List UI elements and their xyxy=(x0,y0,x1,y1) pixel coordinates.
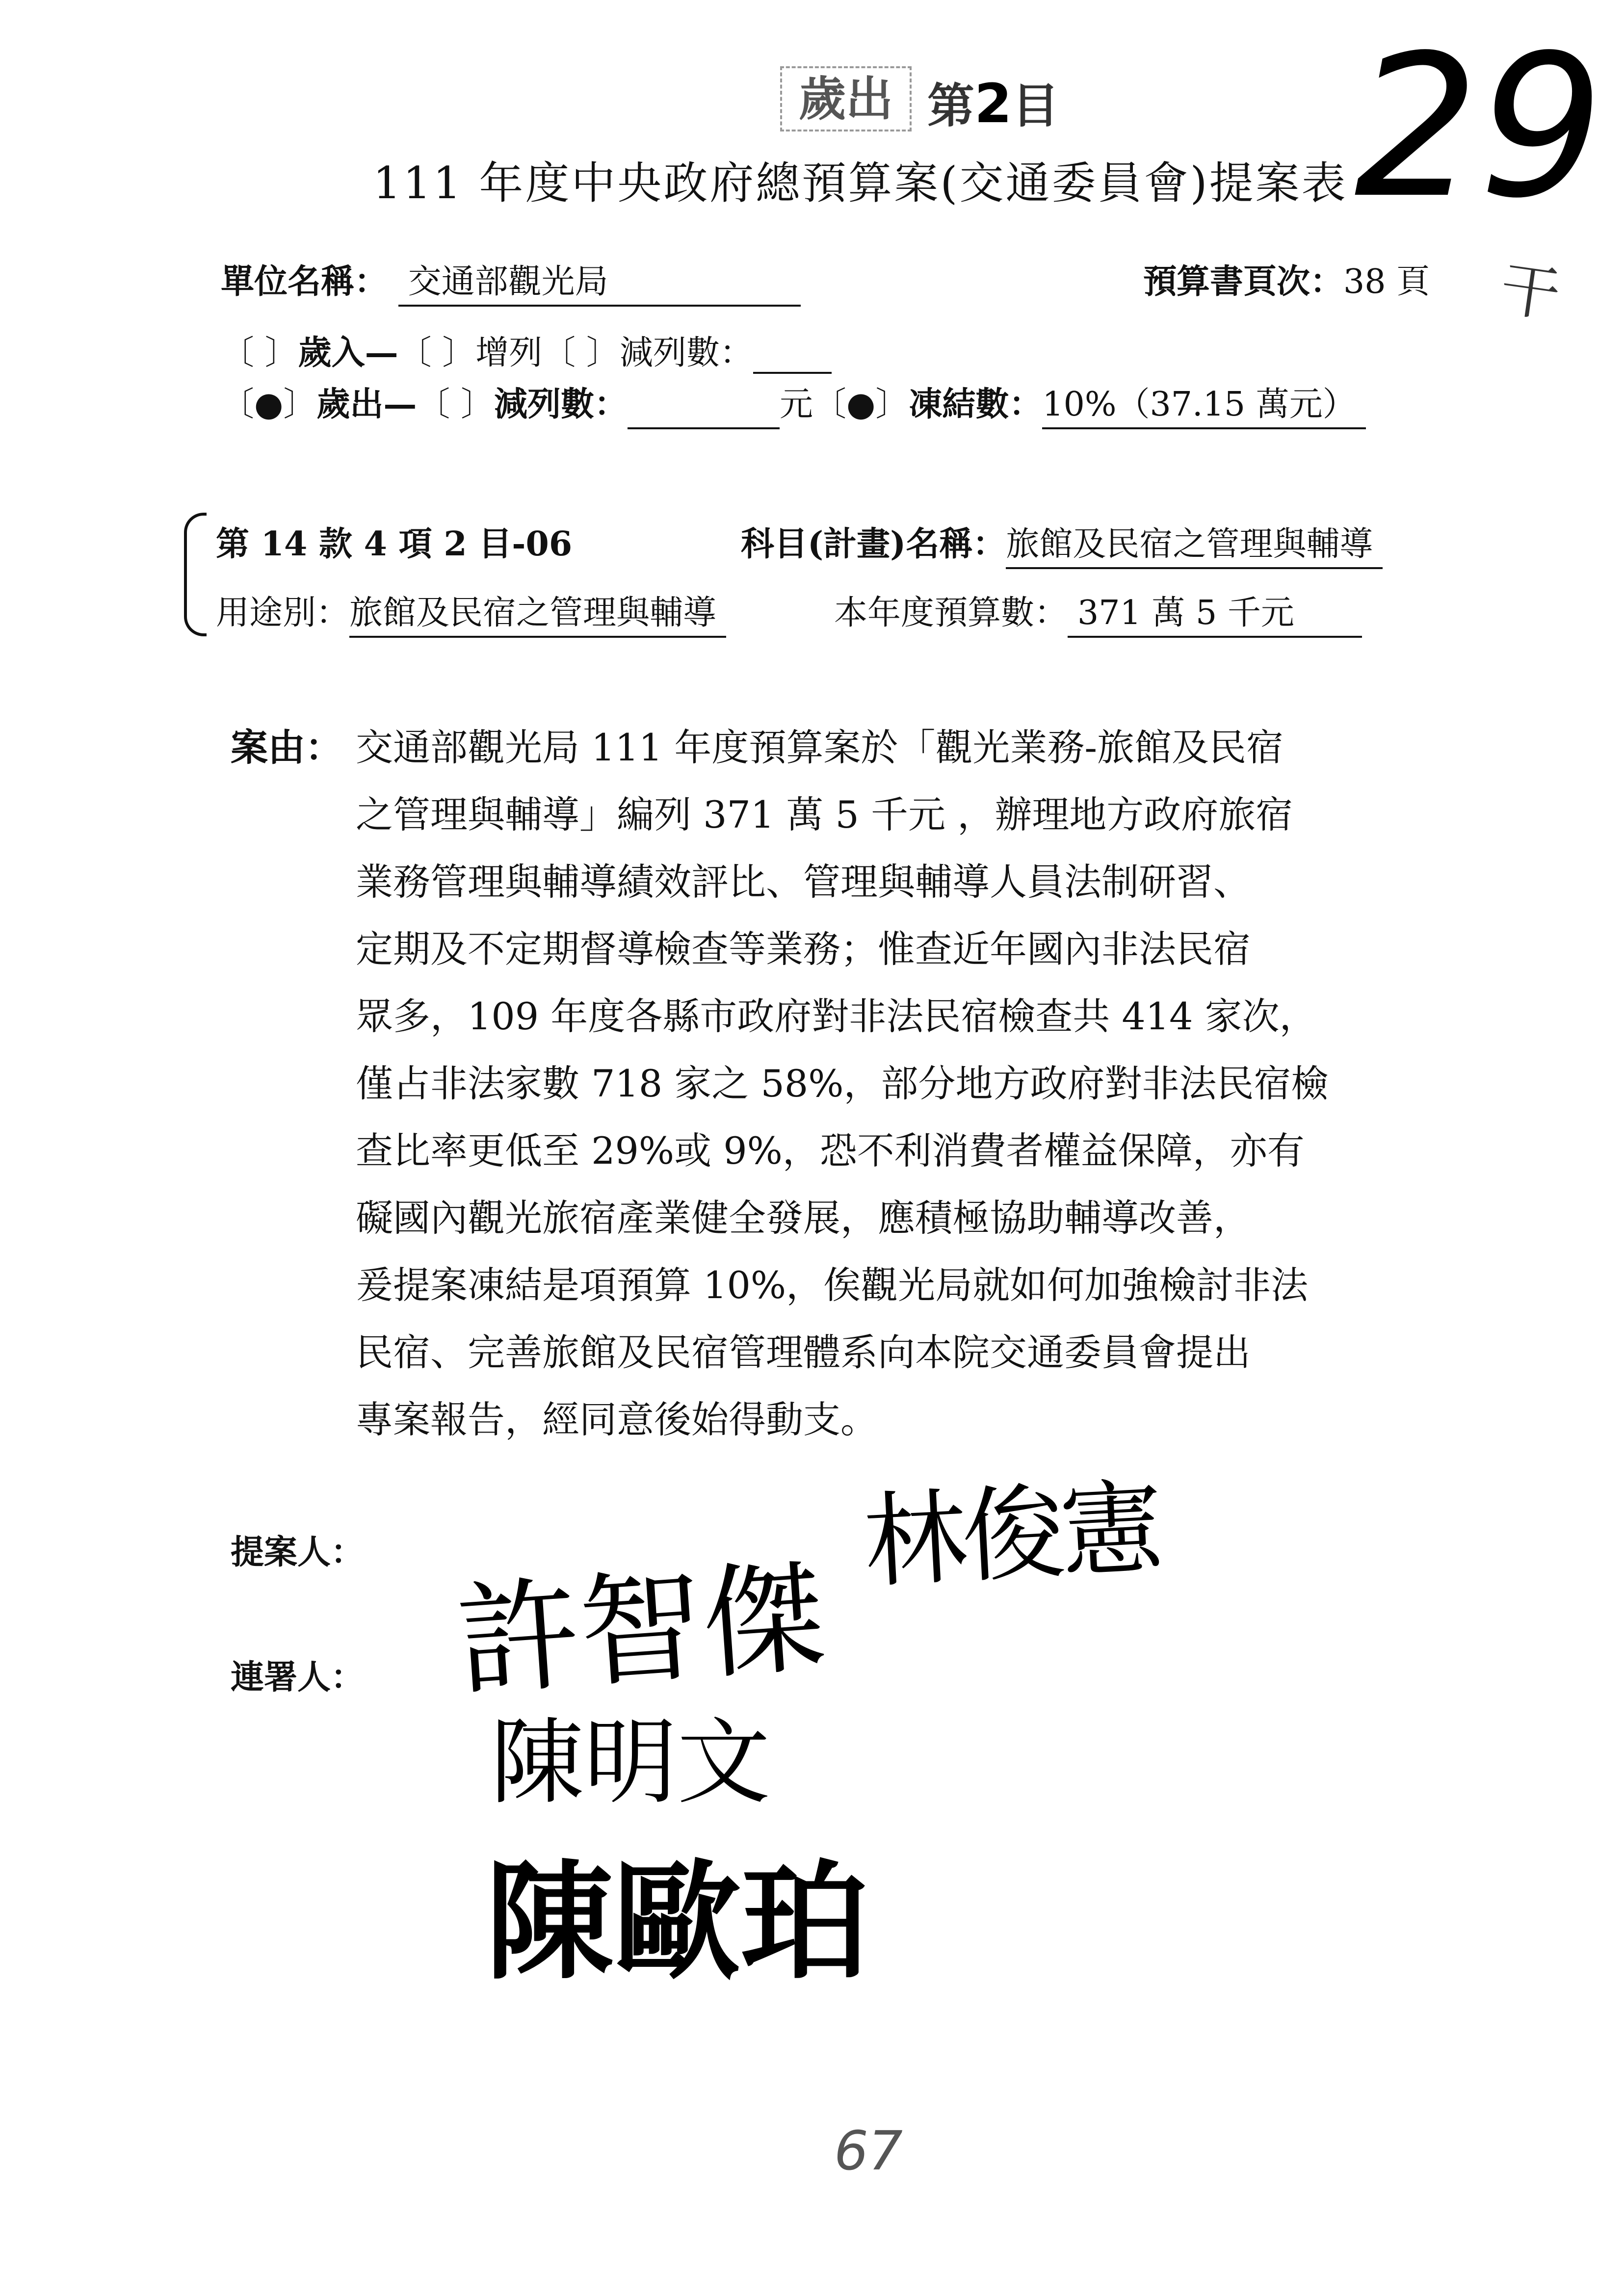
signature: 陳明文 xyxy=(491,1708,771,1817)
subject-bracket xyxy=(184,513,207,636)
cosigner-label: 連署人： xyxy=(231,1658,365,1697)
case-line: 爰提案凍結是項預算 10%，俟觀光局就如何加強檢討非法 xyxy=(356,1263,1309,1307)
case-line: 眾多，109 年度各縣市政府對非法民宿檢查共 414 家次， xyxy=(356,994,1317,1038)
freeze-checkbox: 〔●〕 xyxy=(813,385,909,424)
revenue-row xyxy=(221,326,832,374)
use-row xyxy=(216,586,726,638)
use-value: 旅館及民宿之管理與輔導 xyxy=(349,586,726,638)
signature: 許智傑 xyxy=(452,1545,830,1714)
case-body xyxy=(356,714,1328,1453)
section-number: 2 xyxy=(974,72,1012,135)
subject-name-row xyxy=(741,518,1383,569)
revenue-checkbox: 〔 〕 xyxy=(221,334,298,372)
budget-page-label: 預算書頁次： xyxy=(1143,262,1344,301)
budget-row xyxy=(834,586,1362,638)
budget-page-value: 38 頁 xyxy=(1343,262,1430,301)
unit-label: 單位名稱： xyxy=(221,262,388,301)
page-title: 111 年度中央政府總預算案(交通委員會)提案表 xyxy=(373,157,1348,209)
case-label: 案由： xyxy=(231,726,342,769)
section-stamp: 歲出 xyxy=(780,66,912,131)
handwritten-number: 29 xyxy=(1354,13,1604,241)
expense-row xyxy=(221,378,1366,429)
section-number-label xyxy=(927,69,1059,136)
case-line: 定期及不定期督導檢查等業務；惟查近年國內非法民宿 xyxy=(356,927,1251,971)
proposer-label: 提案人： xyxy=(231,1533,365,1572)
case-line: 民宿、完善旅館及民宿管理體系向本院交通委員會提出 xyxy=(356,1331,1251,1374)
case-line: 查比率更低至 29%或 9%，恐不利消費者權益保障，亦有 xyxy=(356,1129,1305,1173)
unit-row xyxy=(221,255,801,307)
subject-code-value: 第 14 款 4 項 2 目-06 xyxy=(216,524,573,564)
expense-decrease-checkbox: 〔 〕 xyxy=(417,385,494,424)
budget-value: 371 萬 5 千元 xyxy=(1068,586,1362,638)
corner-mark: 干 xyxy=(1496,255,1564,331)
case-line: 交通部觀光局 111 年度預算案於「觀光業務-旅館及民宿 xyxy=(356,726,1284,769)
budget-label: 本年度預算數： xyxy=(834,594,1068,632)
signature: 陳歐珀 xyxy=(486,1849,868,1997)
signature: 林俊憲 xyxy=(861,1467,1161,1603)
case-line: 業務管理與輔導績效評比、管理與輔導人員法制研習、 xyxy=(356,860,1251,904)
revenue-increase-checkbox: 〔 〕 xyxy=(398,334,476,372)
expense-decrease-blank xyxy=(628,396,780,429)
revenue-label: 歲入— xyxy=(298,333,398,372)
page-number: 67 xyxy=(834,2119,903,2182)
expense-decrease-label: 減列數： xyxy=(494,385,628,424)
freeze-value: 10%（37.15 萬元） xyxy=(1042,378,1365,429)
expense-checkbox: 〔●〕 xyxy=(221,385,317,424)
case-line: 之管理與輔導」編列 371 萬 5 千元 ，辦理地方政府旅宿 xyxy=(356,793,1293,836)
freeze-label: 凍結數： xyxy=(909,385,1043,424)
subject-code xyxy=(216,518,572,565)
expense-label: 歲出— xyxy=(316,385,417,424)
case-line: 僅占非法家數 718 家之 58%，部分地方政府對非法民宿檢 xyxy=(356,1062,1329,1105)
revenue-decrease-label: 減列數： xyxy=(619,334,753,372)
case-line: 礙國內觀光旅宿產業健全發展，應積極協助輔導改善， xyxy=(356,1196,1251,1240)
revenue-increase-label: 增列 xyxy=(475,334,543,372)
budget-page-row xyxy=(1143,255,1430,303)
use-label: 用途別： xyxy=(216,594,350,632)
revenue-decrease-checkbox: 〔 〕 xyxy=(542,334,620,372)
section-prefix: 第 xyxy=(927,78,974,133)
case-line: 專案報告，經同意後始得動支。 xyxy=(356,1398,878,1441)
subject-name-label: 科目(計畫)名稱： xyxy=(741,524,1006,564)
unit-value: 交通部觀光局 xyxy=(398,255,801,307)
subject-name-value: 旅館及民宿之管理與輔導 xyxy=(1006,518,1383,569)
section-suffix: 目 xyxy=(1012,78,1059,133)
revenue-decrease-blank xyxy=(753,340,832,374)
currency-unit: 元 xyxy=(780,385,813,424)
